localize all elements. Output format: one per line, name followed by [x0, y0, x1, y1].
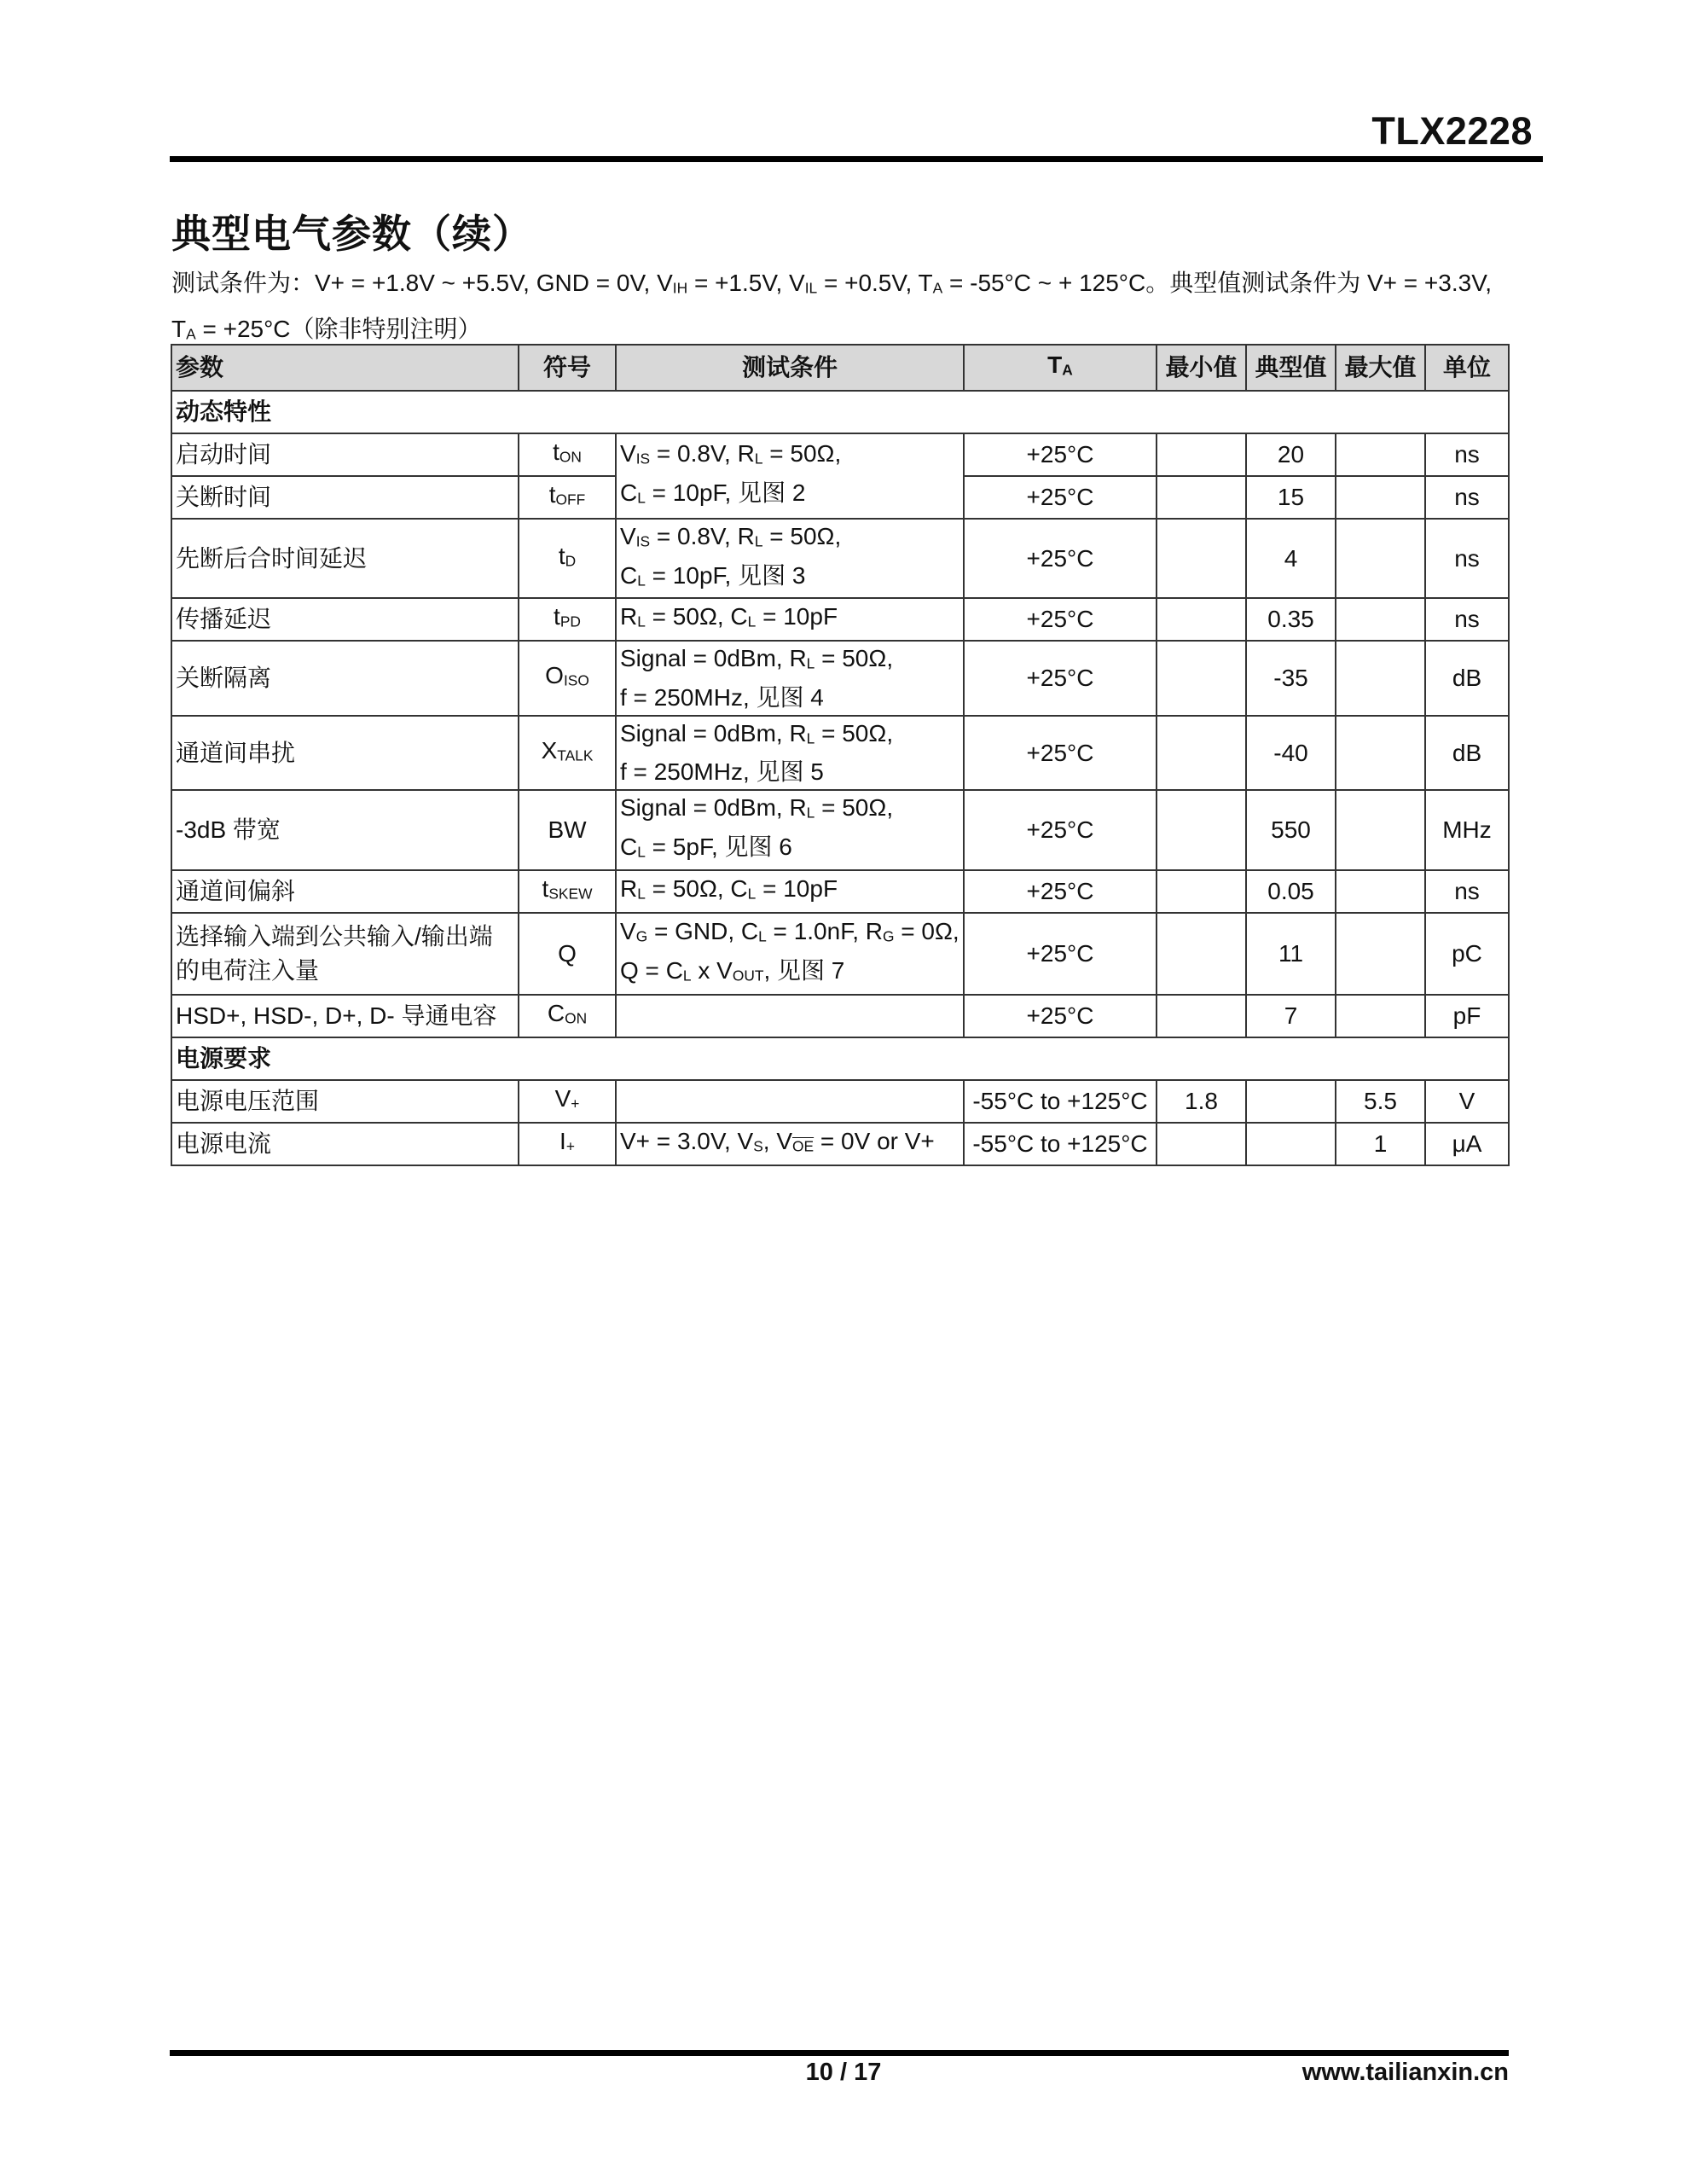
cell-symbol: $V_+$ [519, 1080, 616, 1123]
cell-max [1336, 716, 1425, 791]
cell-min: 1.8 [1157, 1080, 1246, 1123]
test-conditions [171, 263, 1519, 354]
cell-ta: +25°C [964, 476, 1157, 519]
table-row [171, 641, 1509, 716]
cell-min [1157, 598, 1246, 641]
cell-symbol: $I_+$ [519, 1123, 616, 1165]
header-rule [170, 156, 1543, 162]
cell-min [1157, 641, 1246, 716]
cell-param: 通道间串扰 [171, 716, 519, 791]
cell-unit: pF [1425, 995, 1509, 1037]
header-min: 最小值 [1157, 345, 1246, 391]
cell-ta: +25°C [964, 790, 1157, 869]
cell-typ: -40 [1246, 716, 1336, 791]
table-row [171, 870, 1509, 913]
cell-condition: Signal = 0dBm, $R_L = 50\Omega$, $C_L = 5pF$, 见图 6 [616, 790, 964, 869]
header-param: 参数 [171, 345, 519, 391]
cell-min [1157, 476, 1246, 519]
cell-ta: +25°C [964, 716, 1157, 791]
cell-symbol: $X_{TALK}$ [519, 716, 616, 791]
table-row [171, 790, 1509, 869]
cell-unit: V [1425, 1080, 1509, 1123]
cell-param: 启动时间 [171, 433, 519, 476]
cell-param: HSD+, HSD-, D+, D- 导通电容 [171, 995, 519, 1037]
cell-ta: -55°C to +125°C [964, 1080, 1157, 1123]
header-ta: $T_A$ [964, 345, 1157, 391]
table-row [171, 913, 1509, 995]
cell-ta: +25°C [964, 433, 1157, 476]
cell-max [1336, 598, 1425, 641]
cell-typ: 20 [1246, 433, 1336, 476]
cell-ta: +25°C [964, 519, 1157, 598]
cell-max: 5.5 [1336, 1080, 1425, 1123]
cell-param: 通道间偏斜 [171, 870, 519, 913]
cell-symbol: $t_D$ [519, 519, 616, 598]
cell-max [1336, 790, 1425, 869]
cell-param: 电源电压范围 [171, 1080, 519, 1123]
cell-min [1157, 519, 1246, 598]
cell-min [1157, 913, 1246, 995]
cell-symbol: $t_{ON}$ [519, 433, 616, 476]
cell-unit: ns [1425, 598, 1509, 641]
header-symbol: 符号 [519, 345, 616, 391]
cell-param: 选择输入端到公共输入/输出端 的电荷注入量 [171, 913, 519, 995]
cell-condition: $V_{IS} = 0.8V$, $R_L = 50\Omega$, $C_L = 10pF$, 见图 2 [616, 433, 964, 519]
cell-min [1157, 790, 1246, 869]
table-row [171, 433, 1509, 476]
table-row [171, 1123, 1509, 1165]
cell-symbol: BW [519, 790, 616, 869]
cell-unit: ns [1425, 519, 1509, 598]
cell-unit: dB [1425, 641, 1509, 716]
cell-ta: +25°C [964, 913, 1157, 995]
cell-typ: 15 [1246, 476, 1336, 519]
cell-condition: Signal = 0dBm, $R_L = 50\Omega$, f = 250MHz, 见图 5 [616, 716, 964, 791]
cell-param: 先断后合时间延迟 [171, 519, 519, 598]
cell-unit: ns [1425, 870, 1509, 913]
cell-unit: μA [1425, 1123, 1509, 1165]
cell-symbol: $C_{ON}$ [519, 995, 616, 1037]
header-max: 最大值 [1336, 345, 1425, 391]
cell-min [1157, 995, 1246, 1037]
cell-param: 关断隔离 [171, 641, 519, 716]
test-conditions-line-1: 测试条件为：V+ = +1.8V ~ +5.5V, GND = 0V, $V_{IH} = +1.5V$, $V_{IL} = +0.5V$, $T_A = -55^\circ C$ ~ + 125°C。典型值测试条件为 V+ = +3.3V, [171, 270, 1493, 297]
cell-max [1336, 870, 1425, 913]
cell-max [1336, 519, 1425, 598]
cell-condition: $R_L = 50\Omega$, $C_L = 10pF$ [616, 870, 964, 913]
cell-max: 1 [1336, 1123, 1425, 1165]
cell-condition [616, 995, 964, 1037]
cell-min [1157, 870, 1246, 913]
table-header-row [171, 345, 1509, 391]
website-link[interactable]: www.tailianxin.cn [1301, 2059, 1509, 2086]
section-title: 典型电气参数（续） [171, 212, 532, 256]
cell-typ [1246, 1123, 1336, 1165]
cell-condition: $V_{IS} = 0.8V$, $R_L = 50\Omega$, $C_L = 10pF$, 见图 3 [616, 519, 964, 598]
footer-rule [170, 2050, 1509, 2056]
table-row [171, 519, 1509, 598]
cell-ta: +25°C [964, 995, 1157, 1037]
document-title: TLX2228 [1371, 109, 1533, 153]
cell-typ: -35 [1246, 641, 1336, 716]
cell-typ: 11 [1246, 913, 1336, 995]
cell-condition: V+ = 3.0V, $V_S$, $V_{\overline{OE}} = 0V$ or V+ [616, 1123, 964, 1165]
cell-condition: $V_G$ = GND, $C_L = 1.0nF$, $R_G = 0\Omega$, $Q = C_L$ x $V_{OUT}$, 见图 7 [616, 913, 964, 995]
test-conditions-line-2: $T_A = +25^\circ C$（除非特别注明） [171, 315, 482, 343]
cell-unit: MHz [1425, 790, 1509, 869]
cell-max [1336, 476, 1425, 519]
cell-min [1157, 1123, 1246, 1165]
cell-param: 电源电流 [171, 1123, 519, 1165]
cell-ta: -55°C to +125°C [964, 1123, 1157, 1165]
header-typ: 典型值 [1246, 345, 1336, 391]
cell-min [1157, 716, 1246, 791]
cell-ta: +25°C [964, 641, 1157, 716]
cell-symbol: $t_{OFF}$ [519, 476, 616, 519]
cell-ta: +25°C [964, 870, 1157, 913]
table-row [171, 716, 1509, 791]
group-power: 电源要求 [171, 1037, 1509, 1080]
table-row [171, 995, 1509, 1037]
cell-param: -3dB 带宽 [171, 790, 519, 869]
cell-symbol: $t_{PD}$ [519, 598, 616, 641]
cell-param: 传播延迟 [171, 598, 519, 641]
cell-max [1336, 913, 1425, 995]
header-condition: 测试条件 [616, 345, 964, 391]
cell-symbol: $t_{SKEW}$ [519, 870, 616, 913]
cell-typ [1246, 1080, 1336, 1123]
header-unit: 单位 [1425, 345, 1509, 391]
cell-unit: ns [1425, 433, 1509, 476]
table-row [171, 598, 1509, 641]
cell-typ: 0.35 [1246, 598, 1336, 641]
cell-max [1336, 641, 1425, 716]
cell-symbol: Q [519, 913, 616, 995]
spec-table [171, 344, 1510, 1166]
cell-ta: +25°C [964, 598, 1157, 641]
table-row [171, 1080, 1509, 1123]
cell-typ: 7 [1246, 995, 1336, 1037]
cell-min [1157, 433, 1246, 476]
cell-typ: 4 [1246, 519, 1336, 598]
cell-typ: 0.05 [1246, 870, 1336, 913]
page-number: 10 / 17 [805, 2059, 882, 2086]
group-dynamic: 动态特性 [171, 391, 1509, 433]
cell-typ: 550 [1246, 790, 1336, 869]
cell-condition: $R_L = 50\Omega$, $C_L = 10pF$ [616, 598, 964, 641]
cell-condition: Signal = 0dBm, $R_L = 50\Omega$, f = 250MHz, 见图 4 [616, 641, 964, 716]
cell-unit: ns [1425, 476, 1509, 519]
cell-symbol: $O_{ISO}$ [519, 641, 616, 716]
cell-max [1336, 433, 1425, 476]
cell-param: 关断时间 [171, 476, 519, 519]
cell-unit: pC [1425, 913, 1509, 995]
cell-unit: dB [1425, 716, 1509, 791]
cell-max [1336, 995, 1425, 1037]
cell-condition [616, 1080, 964, 1123]
